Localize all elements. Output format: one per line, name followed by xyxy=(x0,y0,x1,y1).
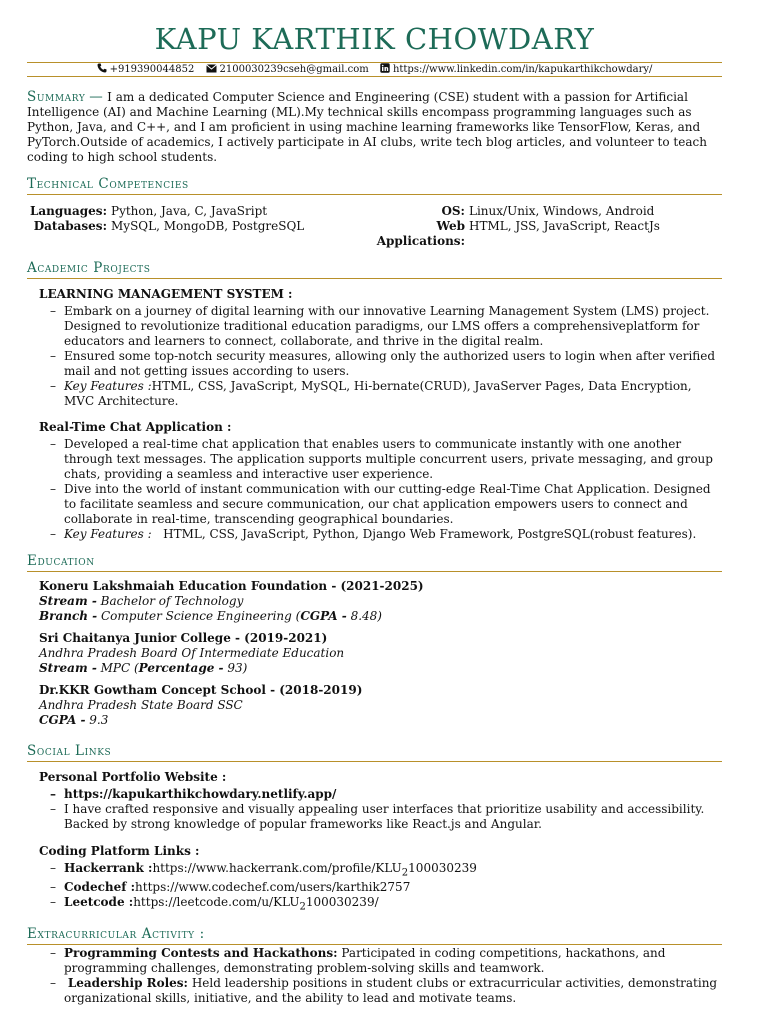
contact-bar xyxy=(27,62,722,77)
education-section xyxy=(27,554,722,728)
coding-bullets xyxy=(39,861,722,915)
summary-text: I am a dedicated Computer Science and Engineering (CSE) student with a passion for Artificial Intelligence (AI) and Machine Learning (ML).My technical skills encompass programming languages such as Python, Java, and C++, and I am proficient in using machine learning frameworks like TensorFlow, Keras, and PyTorch.Outside of academics, I actively participate in AI clubs, write tech blog articles, and volunteer to teach coding to high school students. xyxy=(27,90,707,164)
education-head: Sri Chaitanya Junior College - (2019-2021) xyxy=(39,631,328,645)
cgpa-key: CGPA - xyxy=(300,609,347,623)
key-features-text: HTML, CSS, JavaScript, MySQL, Hi-bernate(CRUD), JavaServer Pages, Data Encryption, MVC Architecture. xyxy=(64,379,692,408)
projects-title: Academic Projects xyxy=(27,261,722,279)
stream-key: Stream - xyxy=(39,661,97,675)
candidate-name: KAPU KARTHIK CHOWDARY xyxy=(154,22,595,56)
technical-section xyxy=(27,177,722,249)
list-item xyxy=(64,527,722,542)
percentage-key: Percentage - xyxy=(138,661,224,675)
phone-number: +919390044852 xyxy=(109,64,195,75)
projects-section xyxy=(27,261,722,542)
social-title: Social Links xyxy=(27,744,722,762)
list-item: – Ensured some top-notch security measures, allowing only the authorized users to login when after verified mail and not getting issues according to users. xyxy=(64,349,722,379)
lms-title: LEARNING MANAGEMENT SYSTEM : xyxy=(39,287,293,301)
education-item xyxy=(39,579,722,624)
linkedin-icon xyxy=(380,63,390,73)
email-address: 2100030239cseh@gmail.com xyxy=(219,64,369,75)
codechef-label: Codechef : xyxy=(64,880,136,895)
cgpa-key: CGPA - xyxy=(39,713,86,727)
web-key: Web Applications: xyxy=(376,219,465,248)
list-item: – Developed a real-time chat application that enables users to communicate instantly with one another through text messages. The application supports multiple concurrent users, private messaging, and group chats, providing a seamless and interactive user experience. xyxy=(64,437,722,482)
stream-value: MPC ( xyxy=(100,661,139,675)
chat-bullets xyxy=(39,437,722,542)
education-title: Education xyxy=(27,554,722,572)
stream-value: Bachelor of Technology xyxy=(100,594,244,608)
leetcode-item[interactable] xyxy=(64,895,722,914)
social-section xyxy=(27,744,722,915)
cgpa-value: 9.3 xyxy=(89,713,109,727)
os-key: OS: xyxy=(441,204,465,218)
skills-grid xyxy=(27,204,722,249)
codechef-url: https://www.codechef.com/users/karthik2757 xyxy=(135,880,411,895)
languages-key: Languages: xyxy=(29,204,107,218)
os-value: Linux/Unix, Windows, Android xyxy=(469,204,655,218)
leetcode-url: https://leetcode.com/u/KLU xyxy=(133,895,300,910)
envelope-icon xyxy=(206,64,217,73)
linkedin-contact[interactable] xyxy=(380,64,652,75)
list-item xyxy=(64,976,722,1006)
list-item xyxy=(64,379,722,409)
education-head: Dr.KKR Gowtham Concept School - (2018-2019) xyxy=(39,683,363,697)
databases-key: Databases: xyxy=(33,219,107,233)
education-item xyxy=(39,631,722,676)
list-item: – Dive into the world of instant communication with our cutting-edge Real-Time Chat Application. Designed to facilitate seamless and secure communication, our chat application empowers users to connect and collaborate in real-time, transcending geographical boundaries. xyxy=(64,482,722,527)
hackerrank-item[interactable] xyxy=(64,861,722,880)
key-features-text: HTML, CSS, JavaScript, Python, Django Web Framework, PostgreSQL(robust features). xyxy=(163,527,697,541)
branch-key: Branch - xyxy=(39,609,98,623)
leetcode-label: Leetcode : xyxy=(64,895,134,910)
leadership-text: Held leadership positions in student clubs or extracurricular activities, demonstrating organizational skills, initiative, and the ability to lead and motivate teams. xyxy=(64,975,718,1005)
email-contact[interactable] xyxy=(206,64,372,75)
chat-title: Real-Time Chat Application : xyxy=(39,420,232,434)
list-item: – I have crafted responsive and visually appealing user interfaces that prioritize usability and accessibility. Backed by strong knowledge of popular frameworks like React.js and Angular. xyxy=(64,802,722,832)
languages-value: Python, Java, C, JavaSript xyxy=(111,204,268,218)
percentage-value: 93) xyxy=(227,661,248,675)
stream-key: Stream - xyxy=(39,594,97,608)
hackerrank-url-end: 100030239 xyxy=(408,861,477,875)
branch-value: Computer Science Engineering ( xyxy=(100,609,301,623)
web-value: HTML, JSS, JavaScript, ReactJs xyxy=(469,219,660,233)
contests-label: Programming Contests and Hackathons: xyxy=(64,945,338,960)
key-features-label: Key Features : xyxy=(64,527,152,541)
codechef-item[interactable] xyxy=(64,880,722,895)
technical-title: Technical Competencies xyxy=(27,177,722,195)
portfolio-link[interactable]: – https://kapukarthikchowdary.netlify.app/ xyxy=(64,787,722,802)
leetcode-sub: 2 xyxy=(299,901,306,913)
portfolio-bullets xyxy=(39,787,722,832)
extracurricular-title: Extracurricular Activity : xyxy=(27,927,722,945)
summary-dash: — xyxy=(89,89,104,105)
phone-contact[interactable] xyxy=(97,64,198,75)
list-item xyxy=(64,946,722,976)
extracurricular-section xyxy=(27,927,722,1006)
board-text: Andhra Pradesh State Board SSC xyxy=(39,698,243,712)
board-text: Andhra Pradesh Board Of Intermediate Education xyxy=(39,646,345,660)
linkedin-url: https://www.linkedin.com/in/kapukarthikchowdary/ xyxy=(392,64,653,75)
phone-icon xyxy=(97,63,107,73)
coding-title: Coding Platform Links : xyxy=(39,844,200,858)
summary-heading: Summary xyxy=(27,89,86,105)
hackerrank-url: https://www.hackerrank.com/profile/KLU xyxy=(152,861,402,875)
portfolio-title: Personal Portfolio Website : xyxy=(39,770,227,784)
list-item: – Embark on a journey of digital learning with our innovative Learning Management System (LMS) project. Designed to revolutionize traditional education paradigms, our LMS offers a comprehensiveplatform for educators and learners to connect, collaborate, and thrive in the digital realm. xyxy=(64,304,722,349)
cgpa-value: 8.48) xyxy=(350,609,382,623)
education-head: Koneru Lakshmaiah Education Foundation - (2021-2025) xyxy=(39,579,424,593)
key-features-label: Key Features : xyxy=(64,379,152,393)
hackerrank-label: Hackerrank : xyxy=(64,861,153,875)
lms-bullets xyxy=(39,304,722,409)
leetcode-url-end: 100030239/ xyxy=(305,895,379,910)
education-item xyxy=(39,683,722,728)
hackerrank-sub: 2 xyxy=(401,867,409,879)
extracurricular-bullets xyxy=(39,946,722,1006)
databases-value: MySQL, MongoDB, PostgreSQL xyxy=(111,219,305,233)
leadership-label: Leadership Roles: xyxy=(67,975,188,990)
contests-text: Participated in coding competitions, hackathons, and programming challenges, demonstrating problem-solving skills and teamwork. xyxy=(64,945,666,975)
summary-section xyxy=(27,90,722,165)
